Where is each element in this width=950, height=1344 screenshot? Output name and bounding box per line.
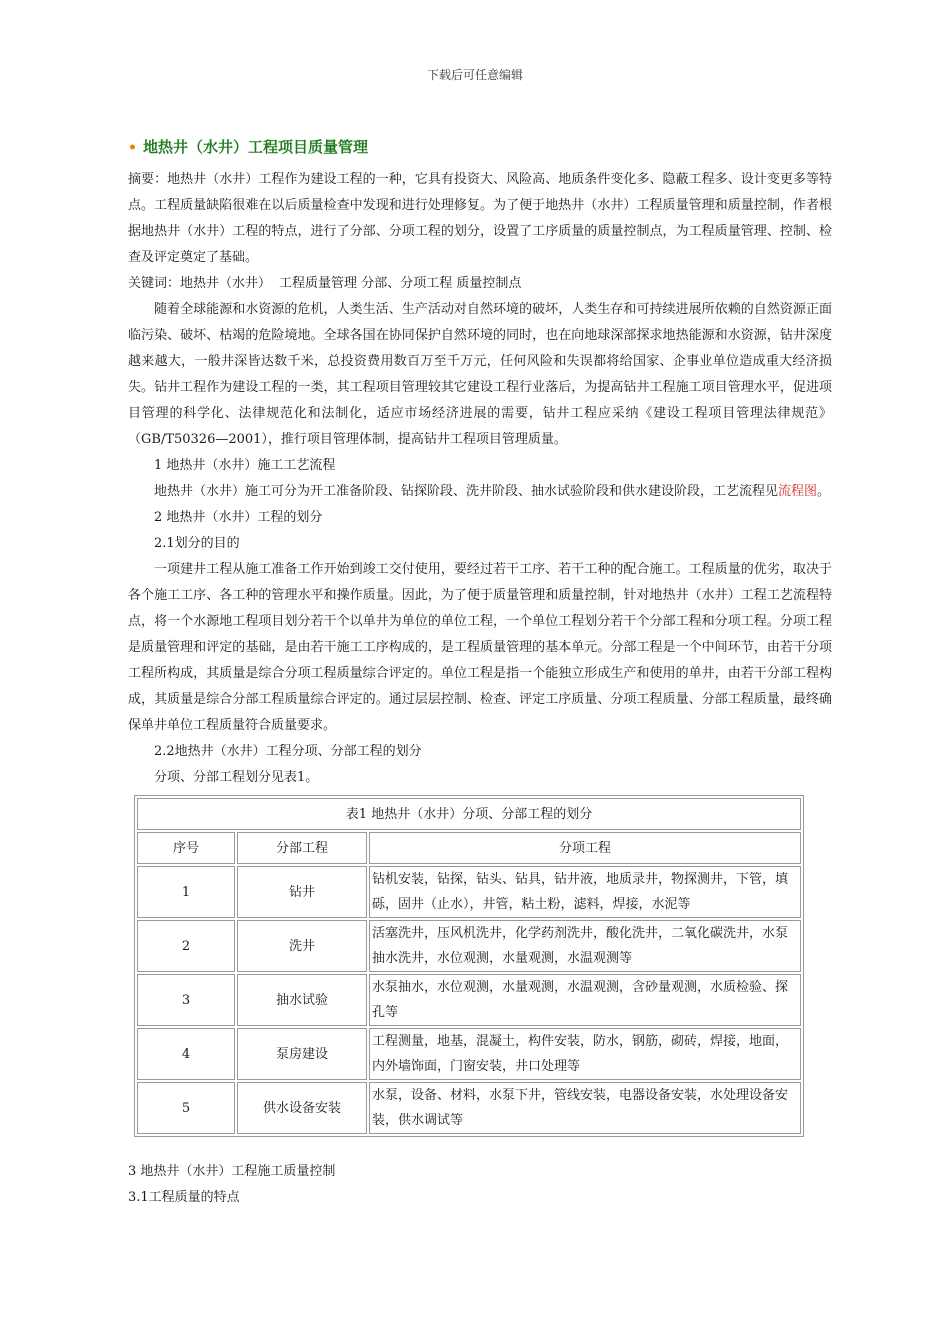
cell-no: 1 <box>137 866 235 918</box>
section-1-body: 地热井（水井）施工可分为开工准备阶段、钻探阶段、洗井阶段、抽水试验阶段和供水建设阶段，工艺流程见 <box>154 484 779 499</box>
flowchart-link[interactable]: 流程图 <box>778 484 818 499</box>
keyword-item: 地热井（水井） <box>180 276 272 291</box>
keyword-item: 分部、分项工程 <box>361 276 453 291</box>
column-header-no: 序号 <box>137 832 235 864</box>
section-1-heading: 1 地热井（水井）施工工艺流程 <box>154 458 336 473</box>
division-table <box>134 795 804 1137</box>
keywords <box>128 271 832 297</box>
cell-part: 钻井 <box>237 866 367 918</box>
section-2-2-heading: 2.2地热井（水井）工程分项、分部工程的划分 <box>154 744 422 759</box>
document-body <box>128 132 832 1211</box>
cell-no: 3 <box>137 974 235 1026</box>
table-row <box>137 920 801 972</box>
bullet-icon: • <box>128 140 137 156</box>
table-row <box>137 974 801 1026</box>
cell-items: 活塞洗井，压风机洗井，化学药剂洗井，酸化洗井，二氧化碳洗井，水泵抽水洗井，水位观测，水量观测，水温观测等 <box>369 920 801 972</box>
cell-items: 水泵抽水，水位观测，水量观测，水温观测，含砂量观测，水质检验、探孔等 <box>369 974 801 1026</box>
section-2-1-paragraph: 一项建井工程从施工准备工作开始到竣工交付使用，要经过若干工序、若干工种的配合施工。工程质量的优劣，取决于各个施工工序、各工种的管理水平和操作质量。因此，为了便于质量管理和质量控制，针对地热井（水井）工程工艺流程特点，将一个水源地工程项目划分若干个以单井为单位的单位工程，一个单位工程划分若干个分部工程和分项工程。分项工程是质量管理和评定的基础，是由若干施工工序构成的，是工程质量管理的基本单元。分部工程是一个中间环节，由若干分项工程所构成，其质量是综合分项工程质量综合评定的。单位工程是指一个能独立形成生产和使用的单井，由若干分部工程构成，其质量是综合分部工程质量综合评定的。通过层层控制、检查、评定工序质量、分项工程质量、分部工程质量，最终确保单井单位工程质量符合质量要求。 <box>128 562 832 733</box>
abstract: 摘要：地热井（水井）工程作为建设工程的一种，它具有投资大、风险高、地质条件变化多、隐蔽工程多、设计变更多等特点。工程质量缺陷很难在以后质量检查中发现和进行处理修复。为了便于地热井（水井）工程质量管理和质量控制，作者根据地热井（水井）工程的特点，进行了分部、分项工程的划分，设置了工序质量的质量控制点，为工程质量管理、控制、检查及评定奠定了基础。 <box>128 172 832 265</box>
cell-items: 水泵，设备、材料，水泵下井，管线安装，电器设备安装，水处理设备安装，供水调试等 <box>369 1082 801 1134</box>
keyword-item: 质量控制点 <box>456 276 522 291</box>
keywords-label: 关键词： <box>128 276 181 291</box>
column-header-items: 分项工程 <box>369 832 801 864</box>
cell-part: 供水设备安装 <box>237 1082 367 1134</box>
intro-paragraph: 随着全球能源和水资源的危机，人类生活、生产活动对自然环境的破坏，人类生存和可持续进展所依赖的自然资源正面临污染、破坏、枯竭的危险境地。全球各国在协同保护自然环境的同时，也在向地球深部探求地热能源和水资源，钻井深度越来越大，一般井深皆达数千米，总投资费用数百万至千万元，任何风险和失误都将给国家、企事业单位造成重大经济损失。钻井工程作为建设工程的一类，其工程项目管理较其它建设工程行业落后，为提高钻井工程施工项目管理水平，促进项目管理的科学化、法律规范化和法制化，适应市场经济进展的需要，钻井工程应采纳《建设工程项目管理法律规范》（GB/T50326—2001），推行项目管理体制，提高钻井工程项目管理质量。 <box>128 302 832 447</box>
cell-part: 抽水试验 <box>237 974 367 1026</box>
header-note: 下载后可任意编辑 <box>426 68 523 82</box>
section-1-end: 。 <box>817 484 831 499</box>
table-caption: 表1 地热井（水井）分项、分部工程的划分 <box>137 798 801 830</box>
table-row <box>137 1082 801 1134</box>
cell-no: 5 <box>137 1082 235 1134</box>
section-3-1-heading: 3.1工程质量的特点 <box>128 1190 240 1205</box>
cell-no: 2 <box>137 920 235 972</box>
section-3-heading: 3 地热井（水井）工程施工质量控制 <box>128 1164 336 1179</box>
title-text: 地热井（水井）工程项目质量管理 <box>142 138 368 156</box>
section-1-text <box>128 479 832 505</box>
cell-items: 工程测量，地基，混凝土，构件安装，防水，钢筋，砌砖，焊接，地面，内外墙饰面，门窗安装，井口处理等 <box>369 1028 801 1080</box>
keyword-item: 工程质量管理 <box>279 276 358 291</box>
table-row <box>137 1028 801 1080</box>
table-row <box>137 866 801 918</box>
cell-part: 泵房建设 <box>237 1028 367 1080</box>
table-intro: 分项、分部工程划分见表1。 <box>154 770 319 785</box>
cell-part: 洗井 <box>237 920 367 972</box>
section-2-heading: 2 地热井（水井）工程的划分 <box>154 510 323 525</box>
cell-no: 4 <box>137 1028 235 1080</box>
column-header-part: 分部工程 <box>237 832 367 864</box>
cell-items: 钻机安装，钻探，钻头、钻具，钻井液，地质录井，物探测井，下管，填砾，固井（止水），井管，粘土粉，滤料，焊接，水泥等 <box>369 866 801 918</box>
page-title <box>128 132 832 163</box>
section-2-1-heading: 2.1划分的目的 <box>154 536 240 551</box>
